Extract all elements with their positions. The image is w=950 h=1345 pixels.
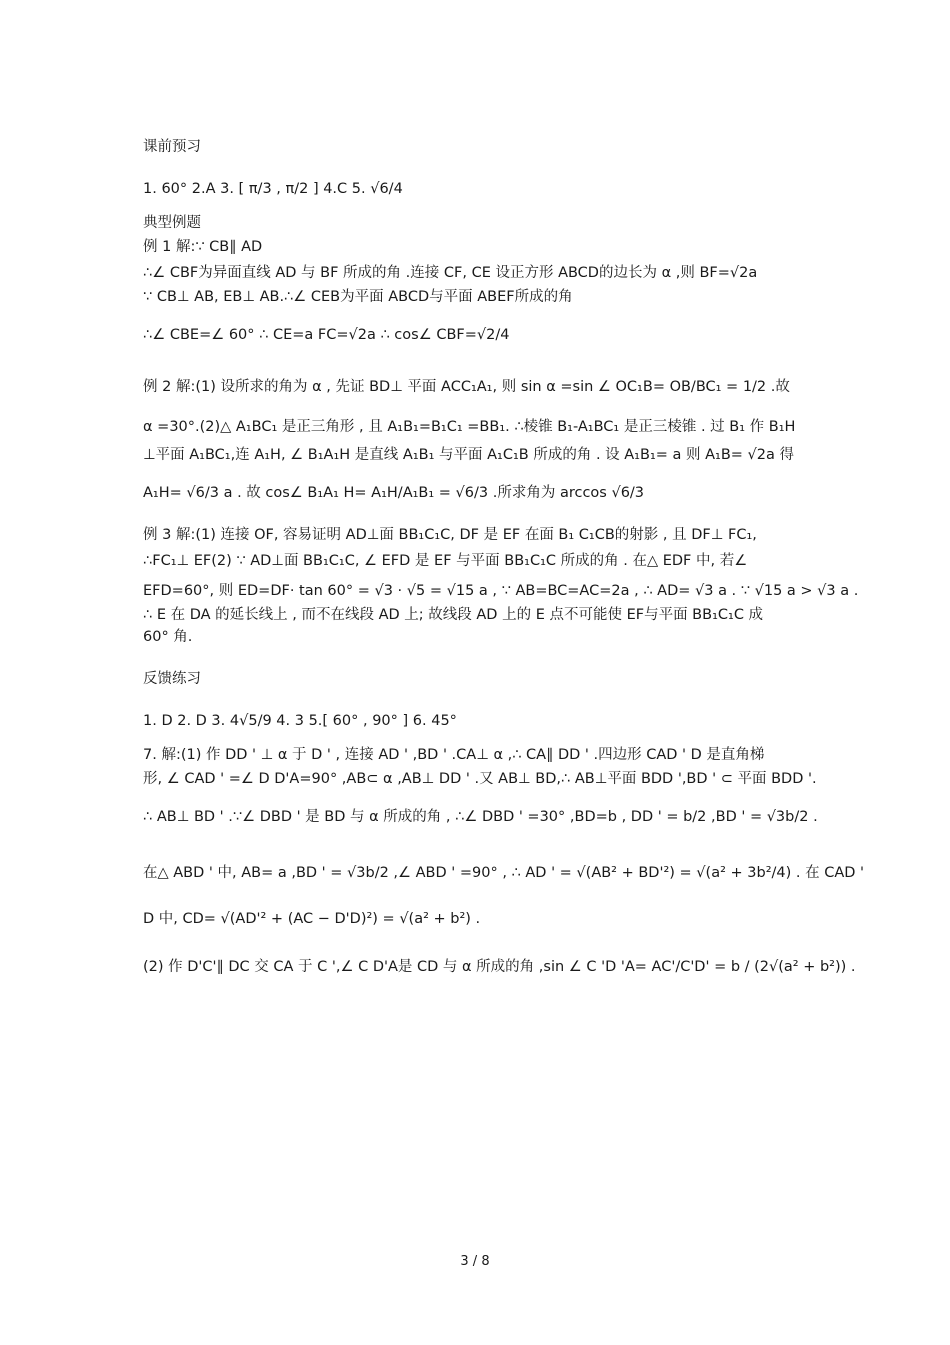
section-title-feedback: 反馈练习 — [143, 671, 201, 687]
example2-line2: α =30°.(2)△ A₁BC₁ 是正三角形 , 且 A₁B₁=B₁C₁ =BB₁. ∴棱锥 B₁-A₁BC₁ 是正三棱锥 . 过 B₁ 作 B₁H — [143, 419, 796, 435]
example3-line4: ∴ E 在 DA 的延长线上 , 而不在线段 AD 上; 故线段 AD 上的 E 点不可能使 EF与平面 BB₁C₁C 成 — [143, 607, 764, 623]
example2-line3: ⊥平面 A₁BC₁,连 A₁H, ∠ B₁A₁H 是直线 A₁B₁ 与平面 A₁C₁B 所成的角 . 设 A₁B₁= a 则 A₁B= √2a 得 — [143, 447, 795, 463]
example3-line5: 60° 角. — [143, 629, 193, 645]
example2-line4: A₁H= √6/3 a . 故 cos∠ B₁A₁ H= A₁H/A₁B₁ = √6/3 .所求角为 arccos √6/3 — [143, 485, 645, 501]
preview-answers: 1. 60° 2.A 3. [ π/3 , π/2 ] 4.C 5. √6/4 — [143, 181, 403, 197]
section-title-examples: 典型例题 — [143, 215, 201, 231]
q7-line4: 在△ ABD ' 中, AB= a ,BD ' = √3b/2 ,∠ ABD ' =90° , ∴ AD ' = √(AB² + BD'²) = √(a² + 3b²/4) . 在 CAD ' — [143, 865, 865, 881]
example1-line4: ∴∠ CBE=∠ 60° ∴ CE=a FC=√2a ∴ cos∠ CBF=√2/4 — [143, 327, 510, 343]
q7-line3: ∴ AB⊥ BD ' .∵∠ DBD ' 是 BD 与 α 所成的角 , ∴∠ DBD ' =30° ,BD=b , DD ' = b/2 ,BD ' = √3b/2 . — [143, 809, 818, 825]
example3-line2: ∴FC₁⊥ EF(2) ∵ AD⊥面 BB₁C₁C, ∠ EFD 是 EF 与平面 BB₁C₁C 所成的角 . 在△ EDF 中, 若∠ — [143, 553, 748, 569]
q7-line5: D 中, CD= √(AD'² + (AC − D'D)²) = √(a² + b²) . — [143, 911, 481, 927]
example3-line1: 例 3 解:(1) 连接 OF, 容易证明 AD⊥面 BB₁C₁C, DF 是 EF 在面 B₁ C₁CB的射影 , 且 DF⊥ FC₁, — [143, 527, 757, 543]
example1-line2: ∴∠ CBF为异面直线 AD 与 BF 所成的角 .连接 CF, CE 设正方形 ABCD的边长为 α ,则 BF=√2a — [143, 265, 758, 281]
q7-line2: 形, ∠ CAD ' =∠ D D'A=90° ,AB⊂ α ,AB⊥ DD ' .又 AB⊥ BD,∴ AB⊥平面 BDD ',BD ' ⊂ 平面 BDD '. — [143, 771, 817, 787]
example1-line1: 例 1 解:∵ CB∥ AD — [143, 239, 263, 255]
example1-line3: ∵ CB⊥ AB, EB⊥ AB.∴∠ CEB为平面 ABCD与平面 ABEF所成的角 — [143, 289, 573, 305]
example3-line3: EFD=60°, 则 ED=DF· tan 60° = √3 · √5 = √15 a , ∵ AB=BC=AC=2a , ∴ AD= √3 a . ∵ √15 a > √3 a . — [143, 583, 859, 599]
q7-line6: (2) 作 D'C'∥ DC 交 CA 于 C ',∠ C D'A是 CD 与 α 所成的角 ,sin ∠ C 'D 'A= AC'/C'D' = b / (2√(a² + b²)) . — [143, 959, 856, 975]
example2-line1: 例 2 解:(1) 设所求的角为 α , 先证 BD⊥ 平面 ACC₁A₁, 则 sin α =sin ∠ OC₁B= OB/BC₁ = 1/2 .故 — [143, 379, 790, 395]
feedback-answers: 1. D 2. D 3. 4√5/9 4. 3 5.[ 60° , 90° ] 6. 45° — [143, 713, 457, 729]
q7-line1: 7. 解:(1) 作 DD ' ⊥ α 于 D ' , 连接 AD ' ,BD ' .CA⊥ α ,∴ CA∥ DD ' .四边形 CAD ' D 是直角梯 — [143, 747, 765, 763]
section-title-preview: 课前预习 — [143, 139, 201, 155]
page-number: 3 / 8 — [460, 1254, 490, 1269]
